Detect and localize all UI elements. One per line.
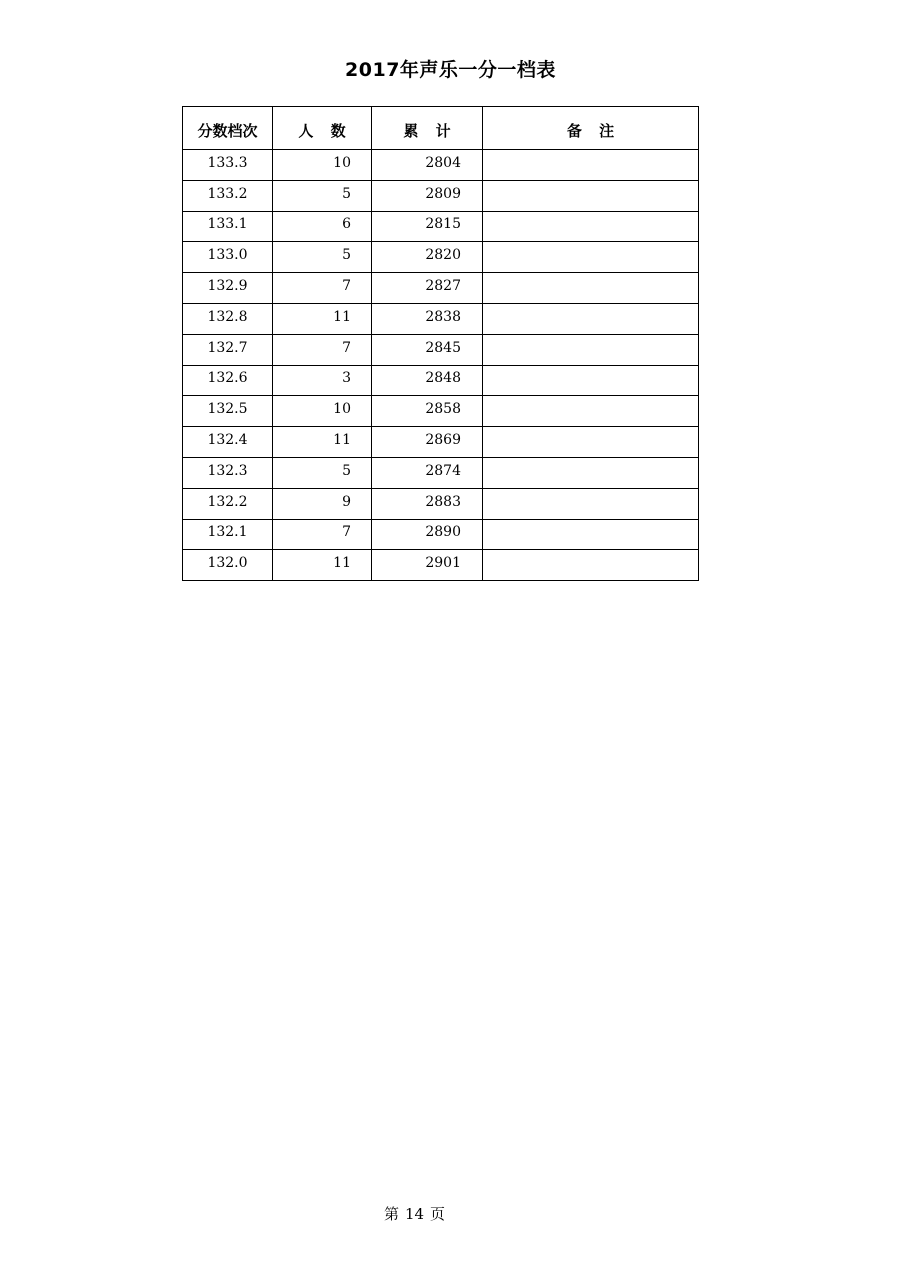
note-cell	[483, 211, 699, 242]
cumulative-cell: 2809	[372, 180, 483, 211]
score-cell: 132.5	[183, 396, 273, 427]
page-title: 2017年声乐一分一档表	[345, 59, 556, 81]
count-cell: 11	[273, 303, 372, 334]
footer-prefix: 第	[383, 1205, 399, 1223]
count-cell: 9	[273, 488, 372, 519]
note-cell	[483, 242, 699, 273]
count-cell: 11	[273, 427, 372, 458]
cumulative-cell: 2848	[372, 365, 483, 396]
cumulative-cell: 2827	[372, 273, 483, 304]
note-cell	[483, 427, 699, 458]
header-score-level: 分数档次	[183, 107, 273, 150]
table-row	[183, 334, 699, 365]
note-cell	[483, 550, 699, 581]
score-table	[182, 106, 699, 581]
table-row	[183, 519, 699, 550]
score-cell: 132.0	[183, 550, 273, 581]
table-row	[183, 396, 699, 427]
count-cell: 7	[273, 334, 372, 365]
score-cell: 133.1	[183, 211, 273, 242]
table-row	[183, 242, 699, 273]
cumulative-cell: 2820	[372, 242, 483, 273]
cumulative-cell: 2874	[372, 457, 483, 488]
score-cell: 132.4	[183, 427, 273, 458]
note-cell	[483, 180, 699, 211]
page-footer	[0, 1203, 829, 1224]
note-cell	[483, 488, 699, 519]
score-cell: 132.3	[183, 457, 273, 488]
table-row	[183, 303, 699, 334]
count-cell: 10	[273, 396, 372, 427]
cumulative-cell: 2858	[372, 396, 483, 427]
header-count: 人 数	[273, 107, 372, 150]
score-cell: 132.9	[183, 273, 273, 304]
note-cell	[483, 519, 699, 550]
table-row	[183, 273, 699, 304]
note-cell	[483, 334, 699, 365]
note-cell	[483, 396, 699, 427]
score-cell: 132.7	[183, 334, 273, 365]
page-number: 14	[404, 1205, 425, 1223]
score-cell: 133.3	[183, 150, 273, 181]
table-header-row	[183, 107, 699, 150]
cumulative-cell: 2901	[372, 550, 483, 581]
footer-suffix: 页	[430, 1205, 446, 1223]
cumulative-cell: 2883	[372, 488, 483, 519]
score-cell: 132.2	[183, 488, 273, 519]
header-note: 备 注	[483, 107, 699, 150]
note-cell	[483, 273, 699, 304]
note-cell	[483, 365, 699, 396]
table-row	[183, 365, 699, 396]
table-row	[183, 180, 699, 211]
table-body	[183, 150, 699, 581]
cumulative-cell: 2815	[372, 211, 483, 242]
count-cell: 5	[273, 180, 372, 211]
score-cell: 132.6	[183, 365, 273, 396]
note-cell	[483, 303, 699, 334]
count-cell: 6	[273, 211, 372, 242]
table-row	[183, 427, 699, 458]
cumulative-cell: 2838	[372, 303, 483, 334]
cumulative-cell: 2869	[372, 427, 483, 458]
cumulative-cell: 2804	[372, 150, 483, 181]
score-cell: 132.8	[183, 303, 273, 334]
count-cell: 7	[273, 519, 372, 550]
table-row	[183, 488, 699, 519]
score-cell: 133.0	[183, 242, 273, 273]
table-row	[183, 150, 699, 181]
table-row	[183, 457, 699, 488]
table-row	[183, 211, 699, 242]
count-cell: 10	[273, 150, 372, 181]
count-cell: 5	[273, 457, 372, 488]
table-row	[183, 550, 699, 581]
score-cell: 132.1	[183, 519, 273, 550]
count-cell: 7	[273, 273, 372, 304]
cumulative-cell: 2890	[372, 519, 483, 550]
score-cell: 133.2	[183, 180, 273, 211]
note-cell	[483, 150, 699, 181]
cumulative-cell: 2845	[372, 334, 483, 365]
count-cell: 3	[273, 365, 372, 396]
count-cell: 11	[273, 550, 372, 581]
note-cell	[483, 457, 699, 488]
header-cumulative: 累 计	[372, 107, 483, 150]
count-cell: 5	[273, 242, 372, 273]
